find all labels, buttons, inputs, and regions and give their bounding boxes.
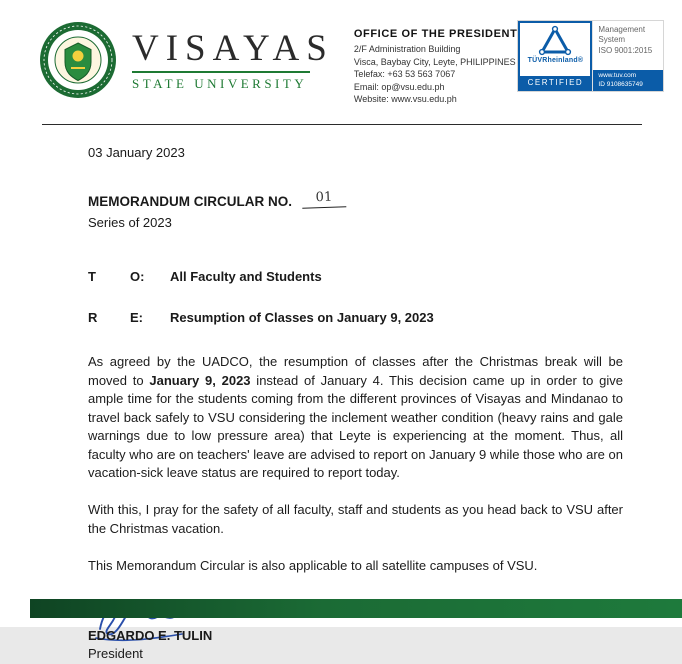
- tuv-triangle-icon: [538, 26, 572, 56]
- university-wordmark: [132, 20, 334, 92]
- university-subtitle: STATE UNIVERSITY: [132, 76, 308, 91]
- tuv-system-label: Management System: [598, 25, 646, 45]
- memo-to-row: [88, 268, 623, 286]
- memo-title: MEMORANDUM CIRCULAR NO.: [88, 194, 292, 210]
- body-p1-bold-date: January 9, 2023: [149, 372, 251, 388]
- tuv-website: www.tuv.com: [598, 72, 637, 80]
- memo-number: 01: [301, 189, 346, 210]
- office-address-line-1: 2/F Administration Building: [353, 44, 461, 54]
- body-paragraph-2: With this, I pray for the safety of all faculty, staff and students as you head back to VSU after the Christmas vacation.: [88, 502, 623, 536]
- re-label-e: E:: [130, 309, 143, 325]
- tuv-logo-box: [518, 21, 592, 91]
- body-paragraph-3: This Memorandum Circular is also applicable to all satellite campuses of VSU.: [88, 558, 538, 574]
- signatory-name: EDGARDO E. TULIN: [88, 627, 213, 643]
- letterhead: [38, 20, 664, 106]
- memo-re-row: [88, 309, 623, 327]
- tuv-id-strip: [593, 70, 663, 91]
- university-seal-icon: [38, 20, 118, 100]
- memo-date: 03 January 2023: [88, 145, 185, 160]
- wordmark-divider: [132, 71, 310, 73]
- body-paragraph-1: [88, 353, 623, 482]
- footer-green-bar: [30, 599, 682, 618]
- memo-series: Series of 2023: [88, 214, 172, 230]
- office-email: Email: op@vsu.edu.ph: [353, 81, 445, 92]
- to-label-t: T: [88, 269, 96, 285]
- to-label-o: O:: [130, 269, 145, 285]
- tuv-certified-label: CERTIFIED: [520, 76, 590, 89]
- office-title: OFFICE OF THE PRESIDENT: [353, 28, 518, 40]
- tuv-certification-badge: [517, 20, 664, 92]
- tuv-standard-label: ISO 9001:2015: [598, 45, 653, 55]
- re-label-r: R: [88, 309, 98, 325]
- university-name: VISAYAS: [132, 28, 334, 69]
- tuv-brand-label: TÜVRheinland®: [527, 57, 584, 64]
- re-value: Resumption of Classes on January 9, 2023: [170, 309, 434, 325]
- tuv-details-box: [592, 21, 663, 91]
- office-telefax: Telefax: +63 53 563 7067: [353, 69, 456, 80]
- body-p1-text-b: instead of January 4. This decision came up in order to give ample time for the students coming from the different provinces of Visayas and Mindanao to travel back safely to VSU considering the inclement weather condition (heavy rains and gale warnings due to low pressure area) that Leyte is experiencing at the moment. Thus, all faculty who are on teachers' leave are advised to report on January 9 while those who are on vacation-sick leave status are required to report today.: [88, 372, 623, 480]
- office-address-line-2: Visca, Baybay City, Leyte, PHILIPPINES: [353, 56, 516, 67]
- memo-title-row: [88, 192, 623, 213]
- office-website: Website: www.vsu.edu.ph: [353, 94, 457, 105]
- to-value: All Faculty and Students: [170, 269, 322, 285]
- memo-content: [88, 144, 623, 664]
- body-p1-text-a: As agreed by the UADCO, the resumption of classes after the Christmas break will be moved to: [88, 354, 623, 388]
- signatory-title: President: [88, 646, 143, 662]
- letterhead-divider: [42, 124, 642, 125]
- tuv-id: ID 9108635749: [598, 80, 643, 88]
- office-contact-block: [354, 20, 518, 106]
